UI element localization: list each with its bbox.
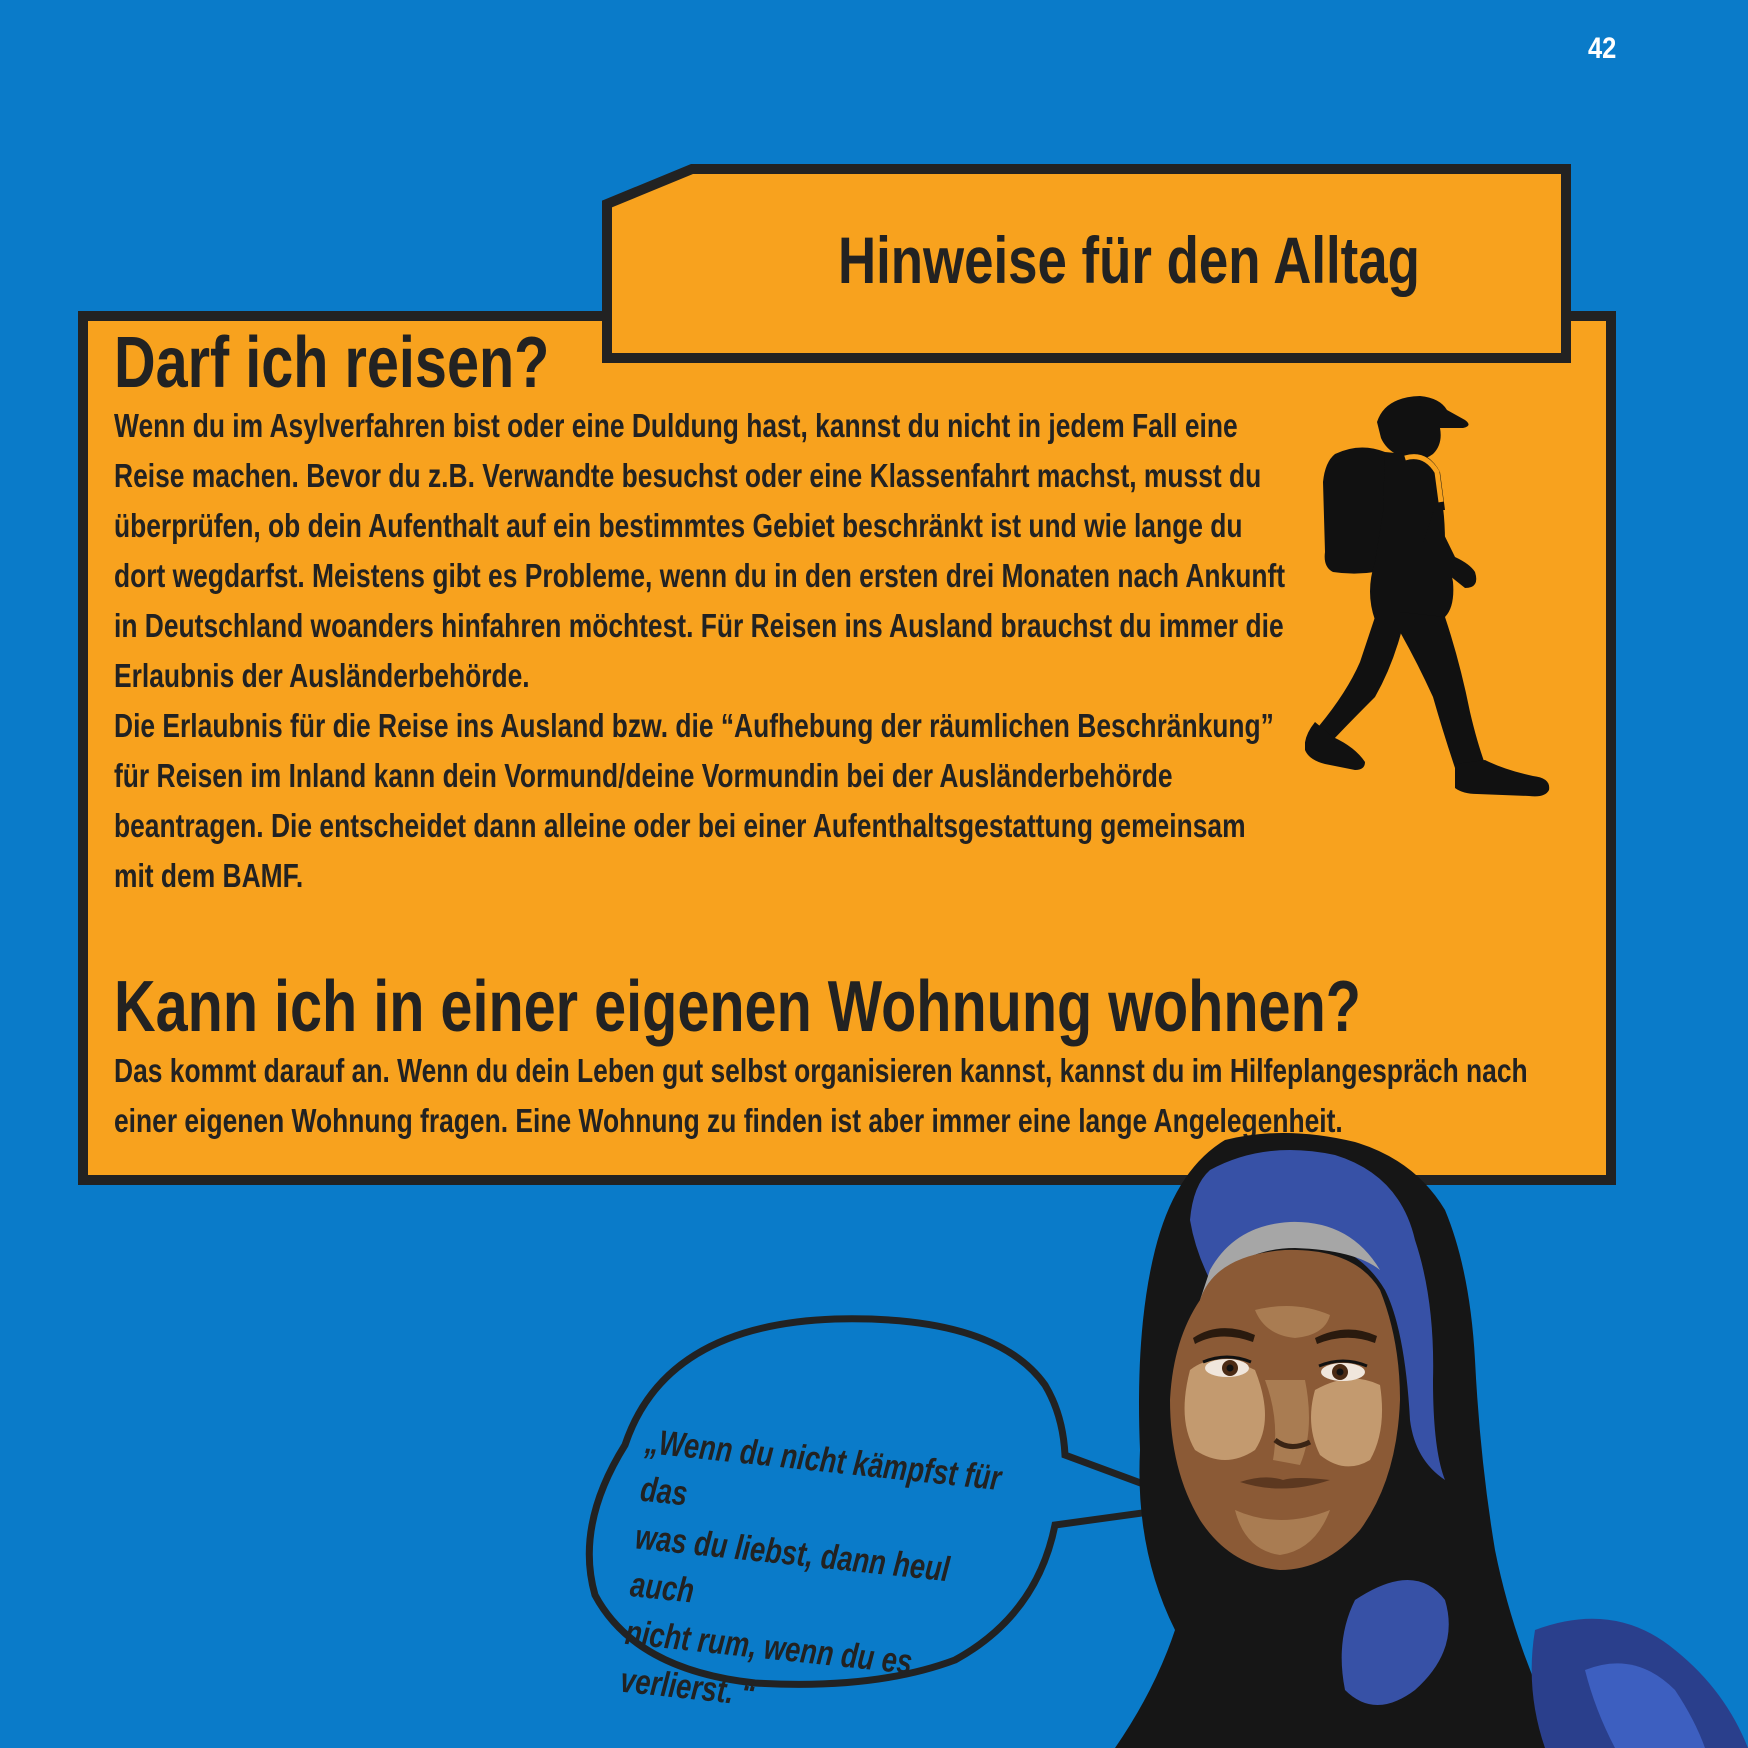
text-line: Das kommt darauf an. Wenn du dein Leben gut selbst organisieren kannst, kannst du im Hilfeplangespräch nach xyxy=(114,1052,1528,1089)
quote-line: „Wenn du nicht kämpfst für das xyxy=(638,1421,1004,1514)
section-heading-travel: Darf ich reisen? xyxy=(114,323,550,403)
quote-line: was du liebst, dann heul auch xyxy=(628,1517,952,1611)
text-line: dort wegdarfst. Meistens gibt es Probleme, wenn du in den ersten drei Monaten nach Ankunft xyxy=(114,557,1286,594)
text-line: Erlaubnis der Ausländerbehörde. xyxy=(114,657,530,694)
text-line: beantragen. Die entscheidet dann alleine oder bei einer Aufenthaltsgestattung gemeinsam xyxy=(114,807,1246,844)
speech-bubble-quote xyxy=(618,1418,1013,1743)
woman-in-headscarf-portrait xyxy=(1115,1130,1748,1748)
quote-line: nicht rum, wenn du es verlierst. “ xyxy=(618,1612,915,1714)
walking-person-with-backpack-silhouette-icon xyxy=(1305,392,1615,832)
section-body-travel xyxy=(114,401,1314,901)
text-line: überprüfen, ob dein Aufenthalt auf ein bestimmtes Gebiet beschränkt ist und wie lange du xyxy=(114,507,1243,544)
text-line: Die Erlaubnis für die Reise ins Ausland bzw. die “Aufhebung der räumlichen Beschränkung” xyxy=(114,707,1274,744)
text-line: einer eigenen Wohnung fragen. Eine Wohnung zu finden ist aber immer eine lange Angelegenheit. xyxy=(114,1102,1343,1139)
section-heading-housing: Kann ich in einer eigenen Wohnung wohnen? xyxy=(114,967,1361,1047)
text-line: Wenn du im Asylverfahren bist oder eine Duldung hast, kannst du nicht in jedem Fall eine xyxy=(114,407,1238,444)
page-title: Hinweise für den Alltag xyxy=(838,223,1420,297)
text-line: mit dem BAMF. xyxy=(114,857,304,894)
text-line: in Deutschland woanders hinfahren möchtest. Für Reisen ins Ausland brauchst du immer die xyxy=(114,607,1284,644)
page-number: 42 xyxy=(1588,32,1617,65)
header-tab xyxy=(600,162,1575,365)
text-line: Reise machen. Bevor du z.B. Verwandte besuchst oder eine Klassenfahrt machst, musst du xyxy=(114,457,1262,494)
text-line: für Reisen im Inland kann dein Vormund/deine Vormundin bei der Ausländerbehörde xyxy=(114,757,1173,794)
